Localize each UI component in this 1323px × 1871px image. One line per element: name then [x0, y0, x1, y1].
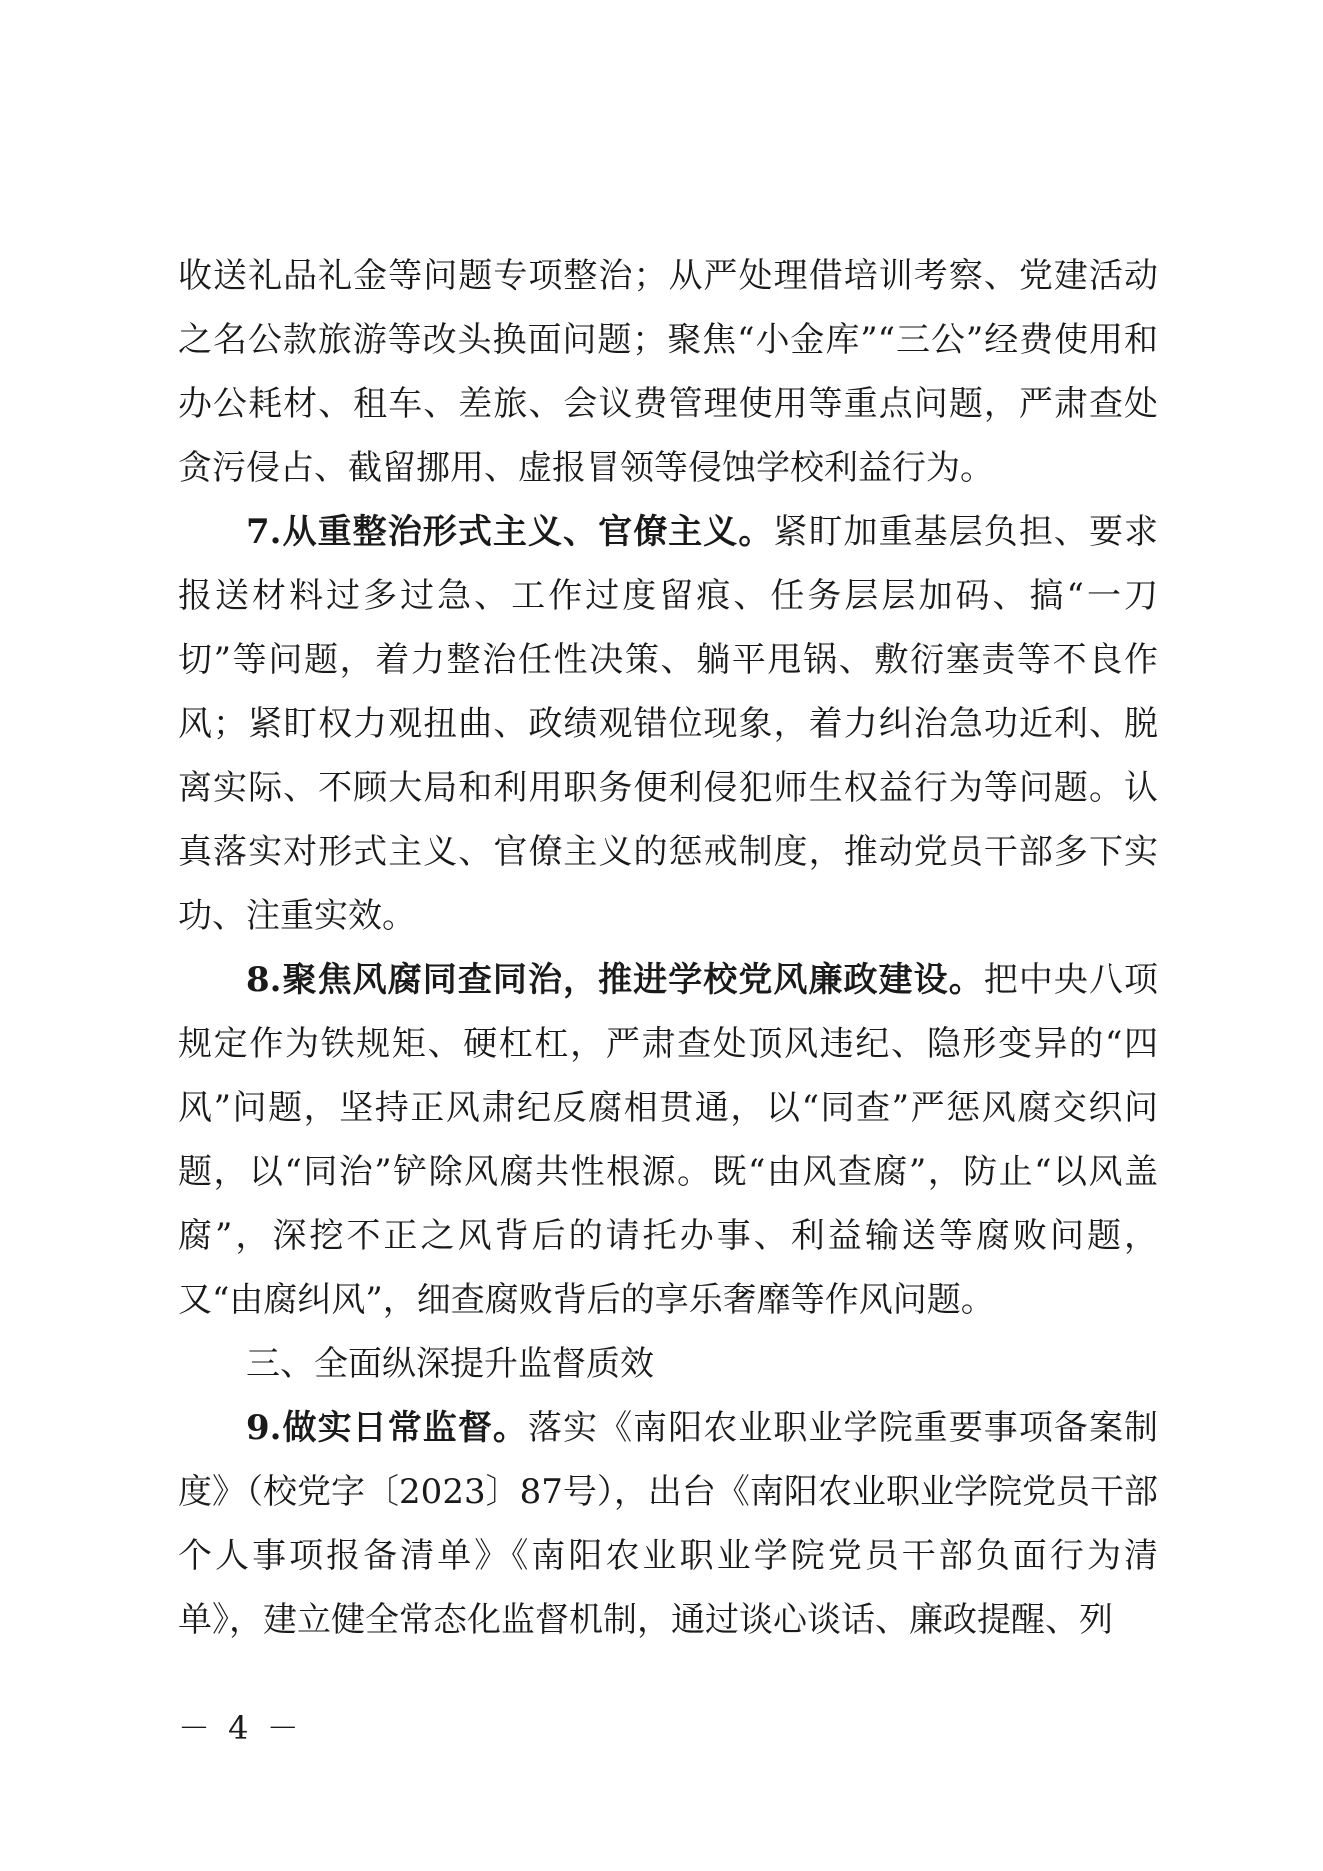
paragraph-continuation: 收送礼品礼金等问题专项整治；从严处理借培训考察、党建活动之名公款旅游等改头换面问题；聚焦“小金库”“三公”经费使用和办公耗材、租车、差旅、会议费管理使用等重点问题，严肃查处贪污侵占、截留挪用、虚报冒领等侵蚀学校利益行为。 — [178, 256, 1158, 488]
paragraph-item-8 — [178, 948, 1158, 1332]
paragraph-item-9 — [178, 1396, 1158, 1652]
document-body — [178, 244, 1158, 1652]
item-9-title: 9.做实日常监督。 — [246, 1408, 528, 1448]
page-number: － 4 － — [178, 1709, 303, 1747]
paragraph-item-7 — [178, 500, 1158, 948]
item-8-body: 把中央八项规定作为铁规矩、硬杠杠，严肃查处顶风违纪、隐形变异的“四风”问题，坚持正风肃纪反腐相贯通，以“同查”严惩风腐交织问题，以“同治”铲除风腐共性根源。既“由风查腐”，防止“以风盖腐”，深挖不正之风背后的请托办事、利益输送等腐败问题，又“由腐纠风”，细查腐败背后的享乐奢靡等作风问题。 — [178, 960, 1159, 1320]
item-7-title: 7.从重整治形式主义、官僚主义。 — [246, 512, 774, 552]
item-7-body: 紧盯加重基层负担、要求报送材料过多过急、工作过度留痕、任务层层加码、搞“一刀切”等问题，着力整治任性决策、躺平甩锅、敷衍塞责等不良作风；紧盯权力观扭曲、政绩观错位现象，着力纠治急功近利、脱离实际、不顾大局和利用职务便利侵犯师生权益行为等问题。认真落实对形式主义、官僚主义的惩戒制度，推动党员干部多下实功、注重实效。 — [178, 512, 1159, 936]
item-8-title: 8.聚焦风腐同查同治，推进学校党风廉政建设。 — [246, 960, 984, 1000]
section-heading-3: 三、全面纵深提升监督质效 — [246, 1344, 654, 1384]
item-9-body: 落实《南阳农业职业学院重要事项备案制度》（校党字〔2023〕87号），出台《南阳农业职业学院党员干部个人事项报备清单》《南阳农业职业学院党员干部负面行为清单》，建立健全常态化监督机制，通过谈心谈话、廉政提醒、列 — [178, 1408, 1159, 1640]
